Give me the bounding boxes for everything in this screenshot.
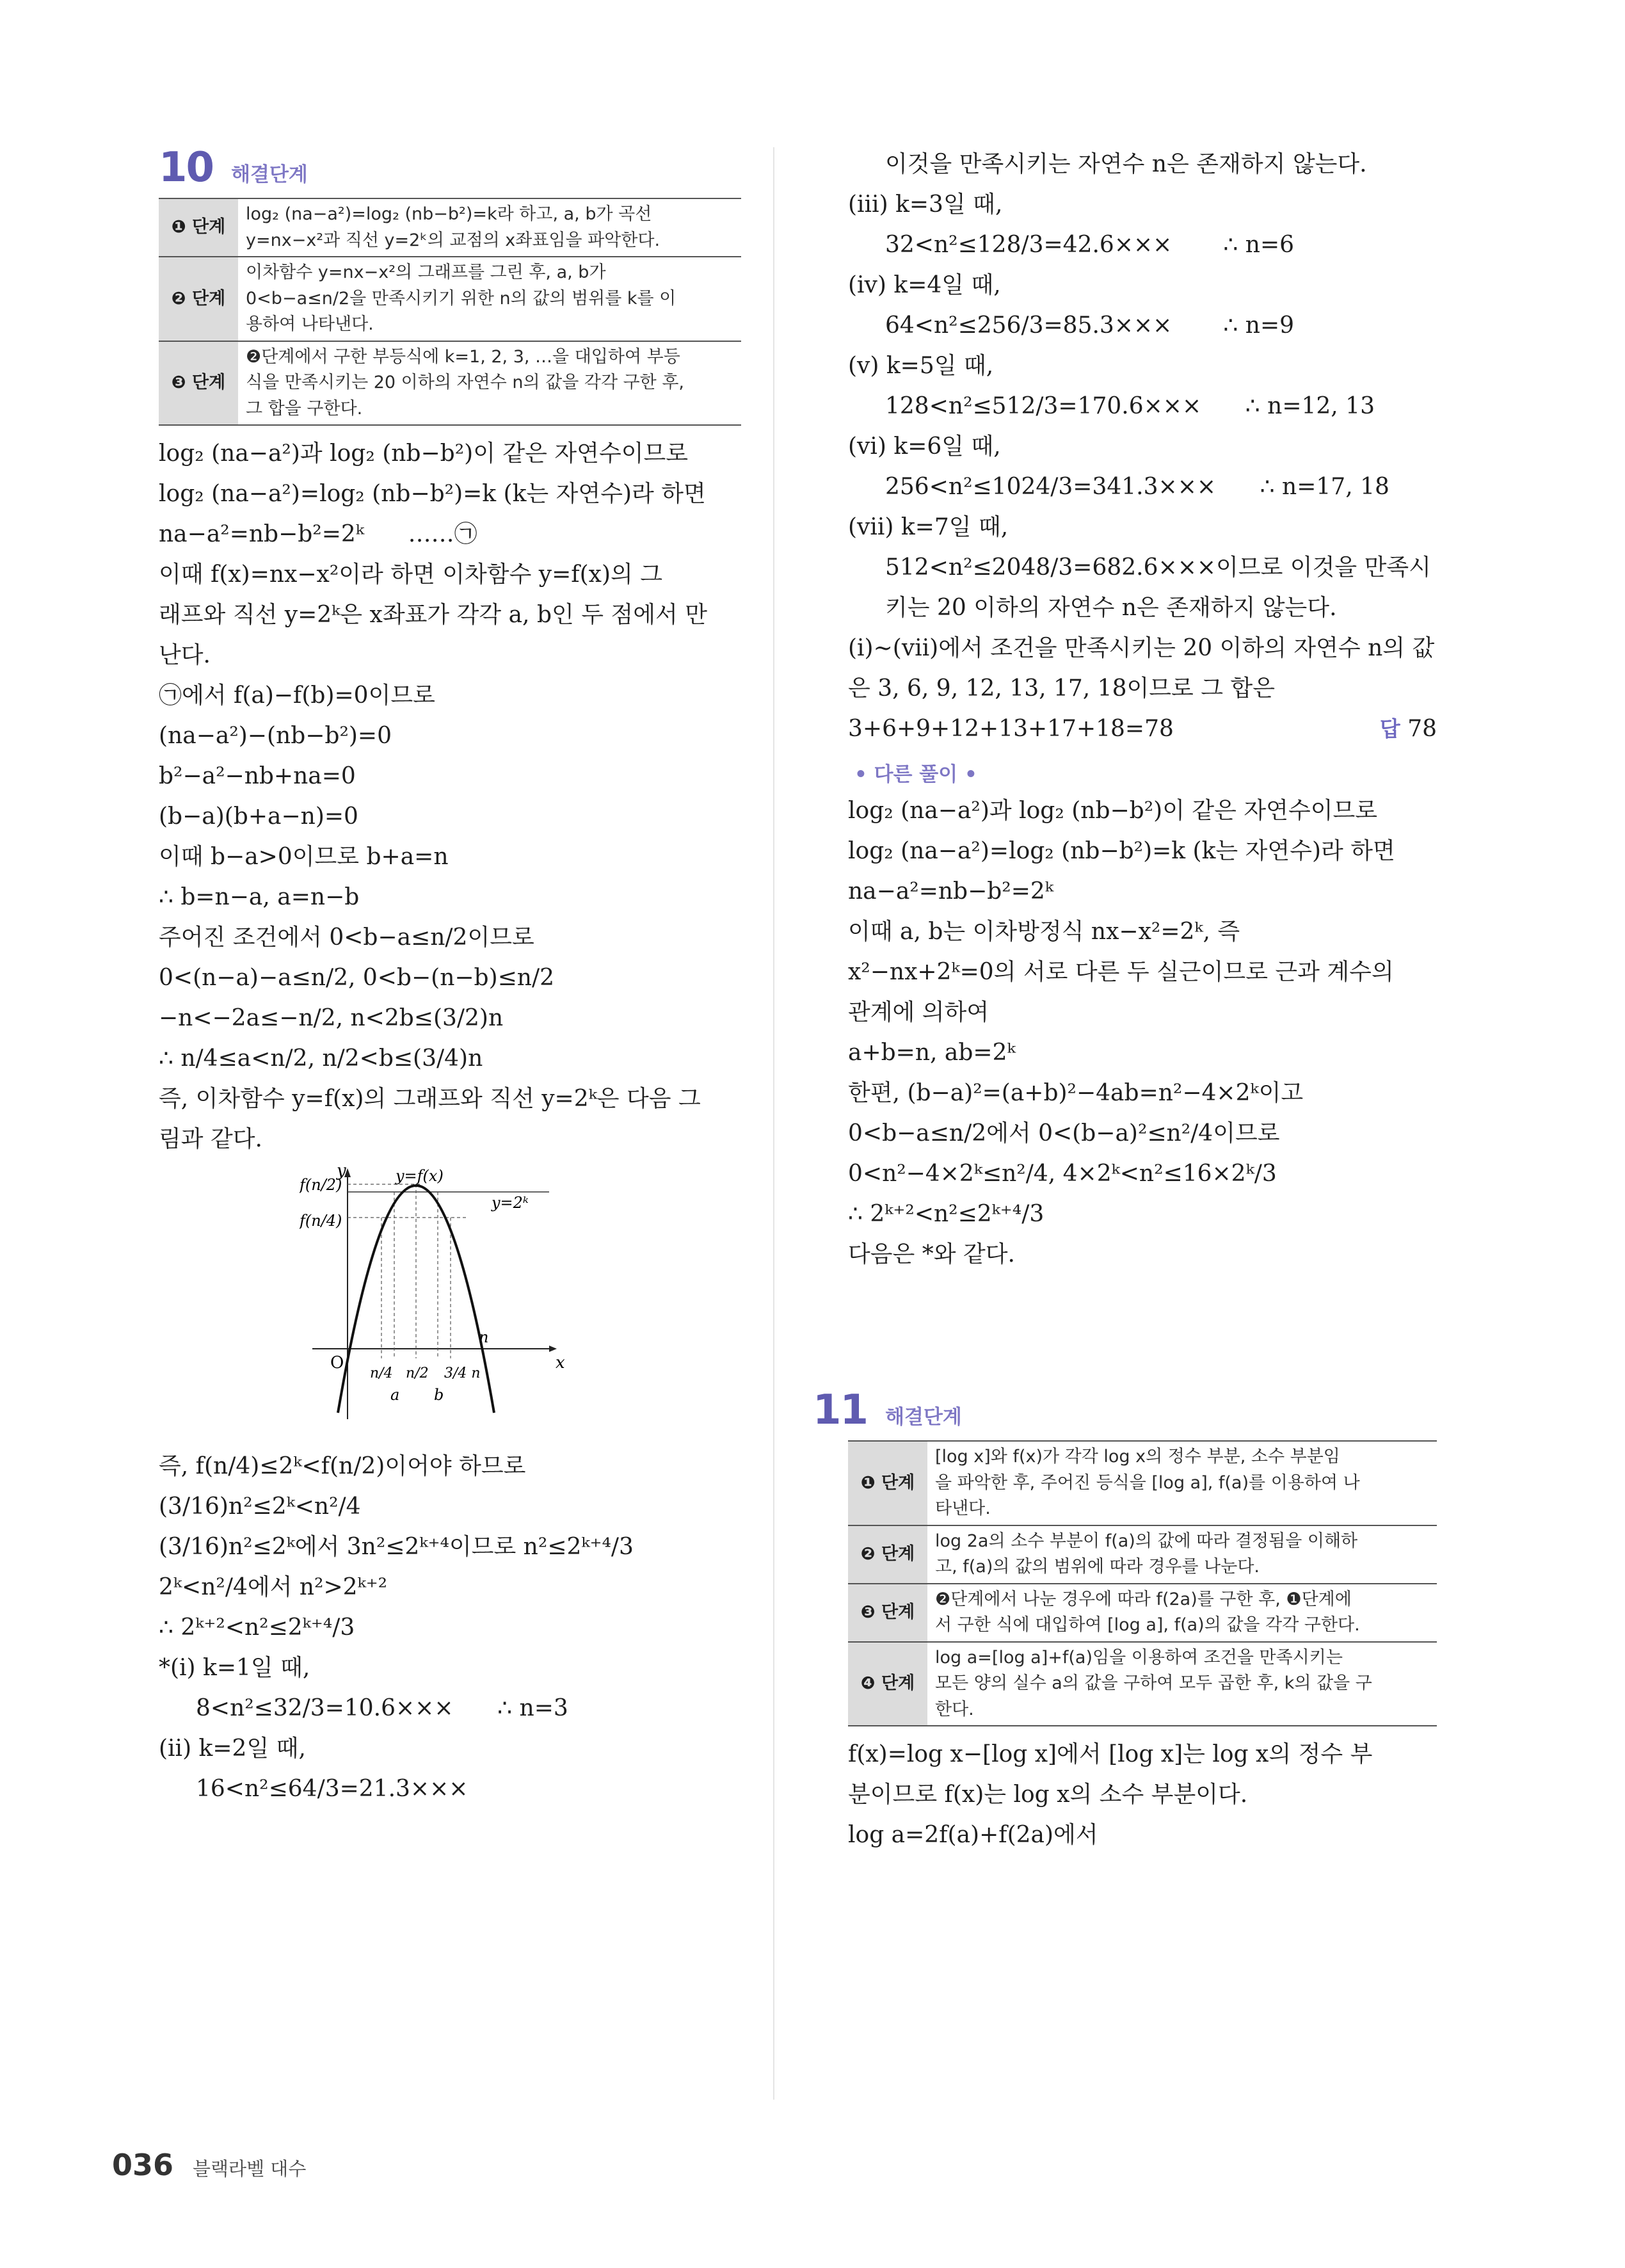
text-line: 림과 같다. bbox=[159, 1126, 262, 1152]
step-line: ❷단계에서 나눈 경우에 따라 f(2a)를 구한 후, ❶단계에 bbox=[935, 1589, 1352, 1609]
text-line: (ⅴ) k=5일 때, bbox=[848, 353, 994, 379]
text-line: 이때 f(x)=nx−x²이라 하면 이차함수 y=f(x)의 그 bbox=[159, 561, 663, 588]
problem-10-header bbox=[159, 144, 741, 195]
step-label: ❷ 단계 bbox=[848, 1525, 927, 1584]
step-line: 한다. bbox=[935, 1699, 974, 1719]
x-axis-arrow bbox=[549, 1346, 557, 1352]
step-line: 을 파악한 후, 주어진 등식을 [log a], f(a)를 이용하여 나 bbox=[935, 1472, 1360, 1493]
step-table-11 bbox=[848, 1440, 1437, 1726]
b-label: b bbox=[434, 1386, 444, 1404]
text-line: na−a²=nb−b²=2ᵏ ……㉠ bbox=[159, 521, 477, 547]
text-line: 주어진 조건에서 0<b−a≤n/2이므로 bbox=[159, 924, 534, 951]
step-line: log a=[log a]+f(a)임을 이용하여 조건을 만족시키는 bbox=[935, 1647, 1343, 1668]
step-row bbox=[848, 1441, 1437, 1525]
text-line: 0<n²−4×2ᵏ≤n²/4, 4×2ᵏ<n²≤16×2ᵏ/3 bbox=[848, 1161, 1277, 1187]
solution-10 bbox=[159, 433, 741, 1159]
step-line: log 2a의 소수 부분이 f(a)의 값에 따라 결정됨을 이해하 bbox=[935, 1531, 1358, 1551]
text-line: 래프와 직선 y=2ᵏ은 x좌표가 각각 a, b인 두 점에서 만 bbox=[159, 602, 707, 628]
text-line: f(x)=log x−[log x]에서 [log x]는 log x의 정수 부 bbox=[848, 1741, 1373, 1767]
text-line: 8<n²≤32/3=10.6××× ∴ n=3 bbox=[196, 1695, 568, 1721]
left-column bbox=[159, 144, 741, 1809]
alternative-solution-label: • 다른 풀이 • bbox=[854, 763, 977, 786]
text-line: (ⅵ) k=6일 때, bbox=[848, 433, 1001, 460]
text-line: 이때 a, b는 이차방정식 nx−x²=2ᵏ, 즉 bbox=[848, 919, 1240, 945]
text-line: 다음은 *와 같다. bbox=[848, 1241, 1015, 1267]
y-axis-label: y bbox=[337, 1163, 346, 1180]
text-line: log₂ (na−a²)과 log₂ (nb−b²)이 같은 자연수이므로 bbox=[848, 798, 1378, 824]
line-label: y=2ᵏ bbox=[492, 1194, 529, 1212]
spacer bbox=[848, 1275, 1437, 1387]
problem-11-header bbox=[813, 1387, 1437, 1438]
text-line: 즉, 이차함수 y=f(x)의 그래프와 직선 y=2ᵏ은 다음 그 bbox=[159, 1086, 701, 1112]
step-line: 고, f(a)의 값의 범위에 따라 경우를 나눈다. bbox=[935, 1557, 1260, 1577]
solution-10-after-graph bbox=[159, 1446, 741, 1809]
problem-number: 11 bbox=[813, 1387, 868, 1434]
step-line: 이차함수 y=nx−x²의 그래프를 그린 후, a, b가 bbox=[246, 262, 606, 282]
step-description bbox=[927, 1441, 1437, 1525]
text-line: 관계에 의하여 bbox=[848, 999, 989, 1025]
text-line: log₂ (na−a²)=log₂ (nb−b²)=k (k는 자연수)라 하면 bbox=[159, 481, 706, 507]
tick-n2: n/2 bbox=[406, 1365, 429, 1381]
text-line: 0<b−a≤n/2에서 0<(b−a)²≤n²/4이므로 bbox=[848, 1120, 1280, 1146]
step-label: ❸ 단계 bbox=[159, 341, 238, 426]
text-line: na−a²=nb−b²=2ᵏ bbox=[848, 878, 1053, 905]
text-line: (ⅰ)~(ⅶ)에서 조건을 만족시키는 20 이하의 자연수 n의 값 bbox=[848, 635, 1435, 661]
text-line: (ⅶ) k=7일 때, bbox=[848, 514, 1009, 540]
f-n2-label: f(n/2) bbox=[300, 1176, 342, 1194]
answer-line bbox=[848, 709, 1437, 749]
tick-3n4: 3/4 n bbox=[444, 1365, 481, 1381]
step-line: 0<b−a≤n/2을 만족시키기 위한 n의 값의 범위를 k를 이 bbox=[246, 288, 676, 309]
text-line: *(ⅰ) k=1일 때, bbox=[159, 1655, 310, 1681]
step-line: 용하여 나타낸다. bbox=[246, 314, 374, 334]
answer-label: 답 bbox=[1379, 716, 1400, 741]
text-line: 2ᵏ<n²/4에서 n²>2ᵏ⁺² bbox=[159, 1574, 388, 1600]
text-line: (b−a)(b+a−n)=0 bbox=[159, 803, 358, 830]
text-line: log₂ (na−a²)=log₂ (nb−b²)=k (k는 자연수)라 하면 bbox=[848, 838, 1395, 864]
text-line: (na−a²)−(nb−b²)=0 bbox=[159, 723, 392, 749]
step-line: 타낸다. bbox=[935, 1499, 991, 1518]
answer-value: 78 bbox=[1407, 716, 1437, 742]
text-line: ㉠에서 f(a)−f(b)=0이므로 bbox=[159, 682, 435, 709]
text-line: a+b=n, ab=2ᵏ bbox=[848, 1040, 1016, 1066]
origin-label: O bbox=[330, 1353, 344, 1372]
text-line: 분이므로 f(x)는 log x의 소수 부분이다. bbox=[848, 1781, 1248, 1808]
text-line: −n<−2a≤−n/2, n<2b≤(3/2)n bbox=[159, 1005, 504, 1031]
text-line: (ⅳ) k=4일 때, bbox=[848, 272, 1001, 298]
step-table-10 bbox=[159, 198, 741, 426]
text-line: 이때 b−a>0이므로 b+a=n bbox=[159, 844, 449, 870]
step-row bbox=[159, 257, 741, 341]
text-line: 512<n²≤2048/3=682.6×××이므로 이것을 만족시 bbox=[885, 554, 1431, 581]
step-label: ❹ 단계 bbox=[848, 1642, 927, 1726]
page-number: 036 bbox=[112, 2148, 174, 2182]
step-label: ❸ 단계 bbox=[848, 1584, 927, 1642]
step-line: 그 합을 구한다. bbox=[246, 398, 363, 419]
step-line: 모든 양의 실수 a의 값을 구하여 모두 곱한 후, k의 값을 구 bbox=[935, 1673, 1372, 1693]
book-title: 블랙라벨 대수 bbox=[193, 2158, 307, 2180]
parabola-graph bbox=[300, 1163, 568, 1438]
text-line: 256<n²≤1024/3=341.3××× ∴ n=17, 18 bbox=[885, 474, 1389, 500]
text-line: (ⅲ) k=3일 때, bbox=[848, 191, 1003, 218]
text-line: 0<(n−a)−a≤n/2, 0<b−(n−b)≤n/2 bbox=[159, 965, 555, 991]
text-line: 즉, f(n/4)≤2ᵏ<f(n/2)이어야 하므로 bbox=[159, 1453, 526, 1479]
step-row bbox=[848, 1642, 1437, 1726]
text-line: 32<n²≤128/3=42.6××× ∴ n=6 bbox=[885, 232, 1295, 258]
step-row bbox=[159, 198, 741, 257]
text-line: (3/16)n²≤2ᵏ<n²/4 bbox=[159, 1493, 361, 1520]
sum-line: 3+6+9+12+13+17+18=78 bbox=[848, 716, 1174, 742]
step-line: log₂ (na−a²)=log₂ (nb−b²)=k라 하고, a, b가 곡선 bbox=[246, 204, 652, 224]
step-description bbox=[238, 257, 741, 341]
step-description bbox=[238, 341, 741, 426]
text-line: 64<n²≤256/3=85.3××× ∴ n=9 bbox=[885, 312, 1295, 339]
step-label: ❷ 단계 bbox=[159, 257, 238, 341]
step-label: ❶ 단계 bbox=[159, 198, 238, 257]
text-line: ∴ 2ᵏ⁺²<n²≤2ᵏ⁺⁴/3 bbox=[159, 1614, 355, 1641]
a-label: a bbox=[390, 1386, 400, 1404]
section-label: 해결단계 bbox=[885, 1406, 962, 1429]
step-line: 식을 만족시키는 20 이하의 자연수 n의 값을 각각 구한 후, bbox=[246, 373, 685, 392]
step-row bbox=[159, 341, 741, 426]
text-line: 은 3, 6, 9, 12, 13, 17, 18이므로 그 합은 bbox=[848, 675, 1276, 702]
step-label: ❶ 단계 bbox=[848, 1441, 927, 1525]
right-column bbox=[813, 144, 1437, 1855]
solution-10-continued bbox=[848, 144, 1437, 709]
step-description bbox=[927, 1525, 1437, 1584]
alternative-solution bbox=[848, 791, 1437, 1275]
text-line: log a=2f(a)+f(2a)에서 bbox=[848, 1822, 1098, 1848]
step-row bbox=[848, 1525, 1437, 1584]
problem-number: 10 bbox=[159, 144, 214, 191]
text-line: (3/16)n²≤2ᵏ에서 3n²≤2ᵏ⁺⁴이므로 n²≤2ᵏ⁺⁴/3 bbox=[159, 1534, 634, 1560]
text-line: ∴ b=n−a, a=n−b bbox=[159, 884, 360, 910]
text-line: 키는 20 이하의 자연수 n은 존재하지 않는다. bbox=[885, 595, 1337, 621]
tick-n4: n/4 bbox=[370, 1365, 393, 1381]
answer bbox=[1380, 709, 1437, 749]
text-line: ∴ 2ᵏ⁺²<n²≤2ᵏ⁺⁴/3 bbox=[848, 1201, 1045, 1227]
text-line: b²−a²−nb+na=0 bbox=[159, 763, 356, 789]
curve-label: y=f(x) bbox=[396, 1167, 444, 1185]
n-label: n bbox=[479, 1328, 489, 1346]
step-line: y=nx−x²과 직선 y=2ᵏ의 교점의 x좌표임을 파악한다. bbox=[246, 230, 660, 250]
text-line: ∴ n/4≤a<n/2, n/2<b≤(3/4)n bbox=[159, 1045, 483, 1072]
text-line: 한편, (b−a)²=(a+b)²−4ab=n²−4×2ᵏ이고 bbox=[848, 1080, 1304, 1106]
text-line: (ⅱ) k=2일 때, bbox=[159, 1735, 306, 1762]
section-label: 해결단계 bbox=[231, 163, 308, 186]
text-line: x²−nx+2ᵏ=0의 서로 다른 두 실근이므로 근과 계수의 bbox=[848, 959, 1394, 985]
step-row bbox=[848, 1584, 1437, 1642]
step-line: 서 구한 식에 대입하여 [log a], f(a)의 값을 각각 구한다. bbox=[935, 1615, 1360, 1635]
page-footer bbox=[112, 2148, 306, 2182]
step-description bbox=[927, 1584, 1437, 1642]
step-description bbox=[927, 1642, 1437, 1726]
solution-11 bbox=[848, 1734, 1437, 1855]
step-line: [log x]와 f(x)가 각각 log x의 정수 부분, 소수 부분임 bbox=[935, 1447, 1340, 1467]
text-line: 128<n²≤512/3=170.6××× ∴ n=12, 13 bbox=[885, 393, 1375, 419]
text-line: 16<n²≤64/3=21.3××× bbox=[196, 1776, 468, 1802]
f-n4-label: f(n/4) bbox=[300, 1212, 342, 1230]
text-line: 난다. bbox=[159, 642, 211, 668]
text-line: log₂ (na−a²)과 log₂ (nb−b²)이 같은 자연수이므로 bbox=[159, 440, 689, 467]
x-axis-label: x bbox=[556, 1353, 565, 1372]
step-description bbox=[238, 198, 741, 257]
text-line: 이것을 만족시키는 자연수 n은 존재하지 않는다. bbox=[885, 151, 1367, 177]
step-line: ❷단계에서 구한 부등식에 k=1, 2, 3, …을 대입하여 부등 bbox=[246, 346, 680, 367]
column-divider bbox=[773, 147, 774, 2100]
